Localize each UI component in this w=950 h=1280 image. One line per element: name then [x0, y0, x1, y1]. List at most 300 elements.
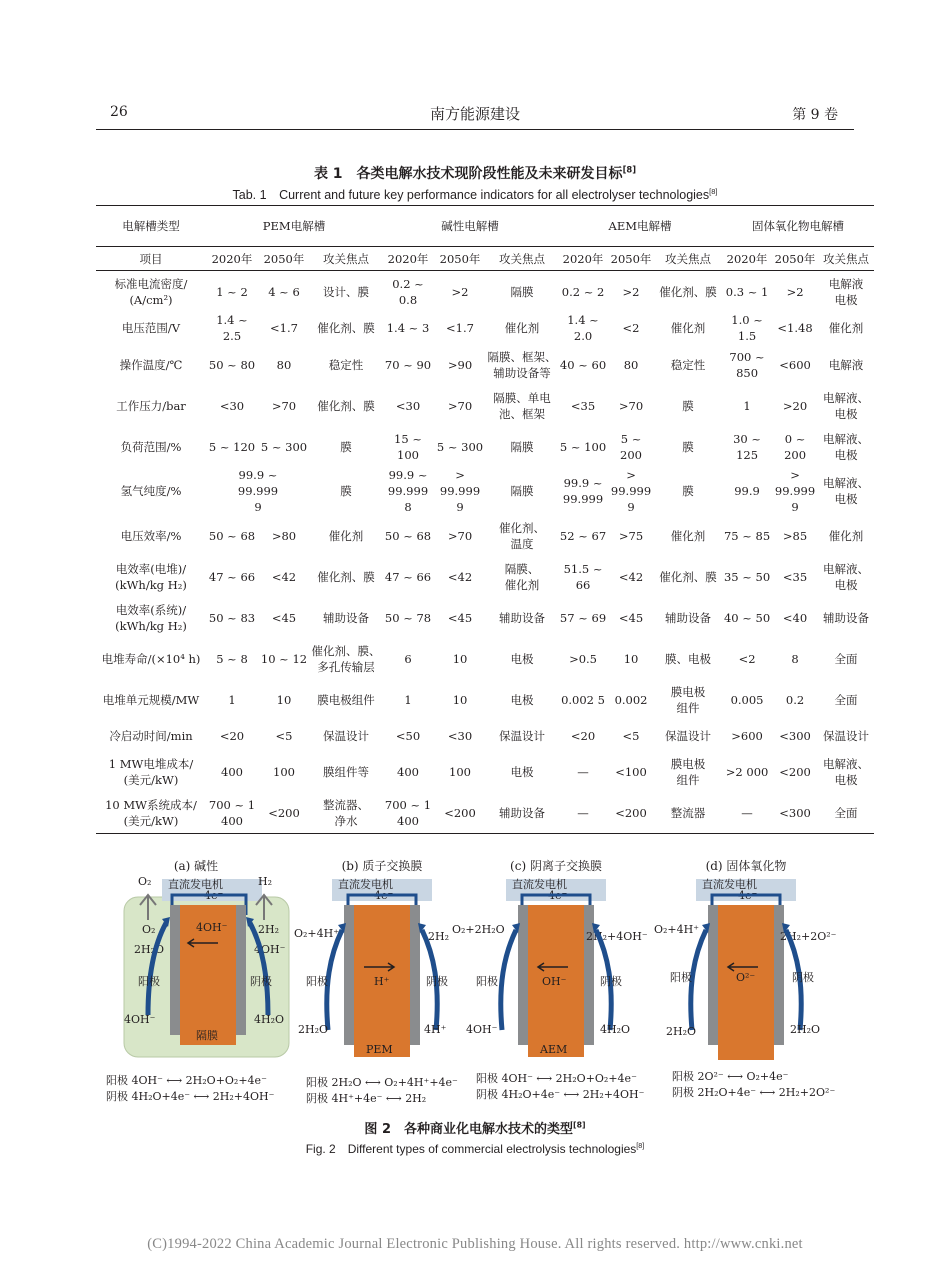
- table-title-cn-text: 表 1 各类电解水技术现阶段性能及未来研发目标: [313, 166, 623, 182]
- table-cell: 75 ~ 85: [723, 528, 771, 543]
- table-cell: 50 ~ 78: [384, 610, 432, 625]
- performance-table: [96, 205, 870, 834]
- table-cell: 700 ~ 1 400: [208, 797, 256, 828]
- panel-diagram: [656, 855, 836, 1070]
- table-cell: <20: [570, 728, 596, 743]
- row-label: 电效率(电堆)/ (kWh/kg H₂): [115, 561, 187, 592]
- sub-header-cell: 2050年: [772, 247, 818, 271]
- table-cell: >2 000: [725, 764, 769, 779]
- table-row: [96, 426, 874, 467]
- table-cell: >70: [618, 398, 644, 413]
- table-cell: 电解液、 电极: [823, 476, 870, 506]
- table-cell: 膜: [682, 398, 694, 413]
- table-cell: 15 ~ 100: [394, 431, 422, 462]
- anode-flow-arrow: [501, 930, 516, 1030]
- cathode-label: 阴极: [250, 975, 272, 988]
- sub-header-cell: 项目: [96, 247, 206, 271]
- table-cell: 51.5 ~ 66: [563, 561, 603, 592]
- table-cell: 膜: [340, 439, 352, 454]
- table-cell: 1: [743, 398, 751, 413]
- table-cell: 电极: [510, 692, 534, 707]
- table-cell: 辅助设备: [823, 610, 870, 625]
- table-body: [96, 271, 874, 834]
- table-cell: 5 ~ 300: [260, 439, 308, 454]
- cathode-label: 阴极: [426, 975, 448, 988]
- right-mid2: 4OH⁻: [254, 943, 286, 956]
- row-label: 冷启动时间/min: [109, 728, 193, 743]
- group-soec: 固体氧化物电解槽: [752, 219, 845, 233]
- table-cell: 催化剂: [504, 321, 540, 335]
- table-cell: >2: [786, 284, 804, 299]
- table-row: [96, 597, 874, 638]
- left-top: O₂: [138, 875, 152, 888]
- group-alkaline: 碱性电解槽: [441, 219, 499, 233]
- figure-title-en-text: Fig. 2 Different types of commercial electrolysis technologies: [305, 1142, 637, 1156]
- table-cell: 电解液 电极: [828, 276, 864, 307]
- table-cell: 辅助设备: [499, 610, 546, 625]
- table-cell: <35: [570, 398, 596, 413]
- table-cell: >2: [451, 284, 469, 299]
- table-cell: —: [577, 805, 589, 820]
- anode-label: 阳极: [306, 975, 328, 988]
- table-cell: 5 ~ 300: [436, 439, 484, 454]
- table-cell: 电解液、 电极: [823, 756, 870, 787]
- table-cell: 1: [404, 692, 412, 707]
- row-label: 操作温度/℃: [119, 357, 183, 372]
- electron-label: 4e⁻: [204, 889, 224, 902]
- table-cell: <2: [622, 321, 640, 335]
- sub-header-cell: 2020年: [722, 247, 772, 271]
- table-cell: 10: [452, 651, 468, 666]
- table-cell: 催化剂、膜: [659, 569, 717, 584]
- table-cell: 10: [452, 692, 468, 707]
- table-cell: 整流器、 净水: [323, 797, 369, 828]
- anode: [708, 905, 718, 1045]
- table-cell: 膜: [682, 484, 694, 498]
- row-label: 电压效率/%: [120, 528, 182, 543]
- table-cell: >80: [271, 528, 297, 543]
- panel-diagram: [118, 855, 298, 1070]
- table-cell: 10: [276, 692, 292, 707]
- panel-alkaline: [106, 855, 298, 1105]
- row-label: 电压范围/V: [121, 321, 181, 335]
- table-row: [96, 385, 874, 426]
- ion-label: H⁺: [374, 975, 390, 988]
- table-cell: 0.002 5: [561, 692, 605, 707]
- table-cell: 设计、膜: [323, 284, 369, 299]
- table-cell: <42: [618, 569, 644, 584]
- panel-diagram: [292, 855, 472, 1070]
- table-cell: 35 ~ 50: [723, 569, 771, 584]
- table-cell: 52 ~ 67: [559, 528, 607, 543]
- electron-label: 4e⁻: [738, 889, 758, 902]
- table-cell: 电解液、 电极: [823, 431, 870, 462]
- dc-label: 直流发电机: [702, 878, 757, 891]
- table-cell: 10: [623, 651, 639, 666]
- table-cell: 保温设计: [665, 728, 712, 743]
- cathode: [584, 905, 594, 1045]
- left-mid: O₂+2H₂O: [452, 923, 505, 936]
- table-cell: >20: [782, 398, 808, 413]
- table-cell: 0.2: [785, 692, 805, 707]
- table-cell: 稳定性: [670, 357, 706, 372]
- table-cell: 50 ~ 80: [208, 357, 256, 372]
- sub-header-cell: 攻关焦点: [818, 247, 874, 271]
- panel-label: (c) 阴离子交换膜: [510, 859, 602, 873]
- table-row: [96, 679, 874, 720]
- table-cell: >70: [447, 528, 473, 543]
- table-cell: 保温设计: [499, 728, 546, 743]
- table-type-label: 电解槽类型: [122, 219, 180, 233]
- figure-title-en: [0, 1140, 950, 1157]
- membrane-label: PEM: [366, 1043, 393, 1056]
- table-cell: <200: [268, 805, 300, 820]
- table-cell: >70: [271, 398, 297, 413]
- table-cell: 100: [449, 764, 471, 779]
- row-label: 10 MW系统成本/ (美元/kW): [105, 797, 197, 828]
- right-bottom: 4H⁺: [424, 1023, 447, 1036]
- table-cell: 整流器: [670, 805, 706, 820]
- table-cell: <100: [615, 764, 647, 779]
- table-cell: 400: [221, 764, 243, 779]
- table-cell: 稳定性: [328, 357, 364, 372]
- sub-header-cell: 2020年: [206, 247, 258, 271]
- table-cell: 催化剂: [670, 528, 706, 543]
- row-label: 电堆单元规模/MW: [102, 692, 200, 707]
- row-label: 电堆寿命/(×10⁴ h): [101, 651, 201, 666]
- right-mid: 2H₂: [258, 923, 280, 936]
- table-cell: 99.9 ~ 99.999 8: [387, 468, 429, 514]
- table-cell: > 99.999 9: [774, 468, 816, 514]
- figure-ref: [8]: [573, 1120, 586, 1130]
- table-cell: <42: [271, 569, 297, 584]
- left-bottom: 4OH⁻: [466, 1023, 498, 1036]
- table-cell: 8: [791, 651, 799, 666]
- right-bottom: 2H₂O: [790, 1023, 821, 1036]
- table-cell: 99.9 ~ 99.999: [562, 476, 604, 506]
- table-cell: 0 ~ 200: [784, 431, 807, 462]
- table-cell: > 99.999 9: [439, 468, 481, 514]
- left-bottom: 2H₂O: [666, 1025, 697, 1038]
- anode-label: 阳极: [476, 975, 498, 988]
- table-cell: <5: [275, 728, 293, 743]
- dc-label: 直流发电机: [168, 878, 223, 891]
- table-row: [96, 312, 874, 344]
- sub-header-cell: 2020年: [382, 247, 434, 271]
- figure-title-cn-text: 图 2 各种商业化电解水技术的类型: [364, 1122, 573, 1137]
- table-row: [96, 467, 874, 515]
- table-cell: 催化剂: [828, 528, 864, 543]
- left-bottom: 4OH⁻: [124, 1013, 156, 1026]
- panel-aem: [452, 855, 648, 1105]
- row-label: 1 MW电堆成本/ (美元/kW): [108, 756, 194, 787]
- cathode-equation: 阴极 4H₂O+4e⁻ ⟷ 2H₂+4OH⁻: [476, 1088, 645, 1101]
- table-cell: 催化剂、膜: [317, 321, 375, 335]
- table-group-header: [96, 206, 874, 247]
- table-cell: 膜组件等: [323, 764, 369, 779]
- panel-label: (a) 碱性: [173, 859, 219, 873]
- table-cell: 47 ~ 66: [384, 569, 432, 584]
- table-cell: 0.2 ~ 0.8: [392, 276, 424, 307]
- anode-label: 阳极: [670, 971, 692, 984]
- table-cell: 47 ~ 66: [208, 569, 256, 584]
- table-cell: 99.9: [734, 484, 760, 498]
- table-cell: 5 ~ 8: [216, 651, 248, 666]
- header-rule: [96, 129, 854, 130]
- table-cell: 99.9 ~ 99.999 9: [237, 468, 279, 514]
- table-row: [96, 751, 874, 792]
- table-cell: 电解液、 电极: [823, 561, 870, 592]
- row-label: 标准电流密度/ (A/cm²): [114, 276, 188, 307]
- ion-label: OH⁻: [542, 975, 567, 988]
- table-cell: 催化剂、膜、 多孔传输层: [311, 643, 381, 674]
- table-cell: <30: [447, 728, 473, 743]
- table-cell: 5 ~ 120: [208, 439, 256, 454]
- right-mid: 2H₂: [428, 930, 450, 943]
- cathode-label: 阴极: [792, 971, 814, 984]
- table-cell: 0.002: [614, 692, 648, 707]
- table-cell: 隔膜: [510, 284, 534, 299]
- sub-header-cell: 攻关焦点: [654, 247, 722, 271]
- table-cell: 700 ~ 1 400: [384, 797, 432, 828]
- left-mid2: 2H₂O: [134, 943, 165, 956]
- table-cell: 辅助设备: [499, 805, 546, 820]
- sub-header-cell: 2050年: [434, 247, 486, 271]
- table-title-en-text: Tab. 1 Current and future key performance indicators for all electrolyser technologies: [232, 188, 710, 202]
- table-cell: <300: [779, 805, 811, 820]
- panel-diagram: [452, 855, 648, 1070]
- table-cell: 50 ~ 83: [208, 610, 256, 625]
- table-cell: <600: [779, 357, 811, 372]
- panel-solid-oxide: [656, 855, 836, 1105]
- right-bottom: 4H₂O: [254, 1013, 285, 1026]
- table-cell: 催化剂: [328, 528, 364, 543]
- right-mid: 2H₂+4OH⁻: [586, 930, 648, 943]
- left-mid: O₂: [142, 923, 156, 936]
- table-cell: <300: [779, 728, 811, 743]
- table-cell: 全面: [834, 692, 858, 707]
- membrane-label: AEM: [540, 1043, 568, 1056]
- table-cell: 1: [228, 692, 236, 707]
- table-cell: 全面: [834, 805, 858, 820]
- table-cell: 隔膜、框架、 辅助设备等: [487, 349, 557, 380]
- cathode-equation: 阴极 4H₂O+4e⁻ ⟷ 2H₂+4OH⁻: [106, 1090, 275, 1103]
- table-cell: <45: [447, 610, 473, 625]
- table-cell: <30: [219, 398, 245, 413]
- table-cell: 保温设计: [823, 728, 870, 743]
- table-cell: <2: [738, 651, 756, 666]
- table-cell: 1.4 ~ 2.5: [216, 313, 248, 343]
- table-cell: 80: [276, 357, 292, 372]
- dc-label: 直流发电机: [338, 878, 393, 891]
- anode-equation: 阳极 4OH⁻ ⟷ 2H₂O+O₂+4e⁻: [106, 1074, 267, 1087]
- row-label: 氢气纯度/%: [120, 484, 182, 498]
- table-cell: >90: [447, 357, 473, 372]
- table-cell: 膜、电极: [665, 651, 712, 666]
- table-cell: 10 ~ 12: [260, 651, 308, 666]
- table-cell: 70 ~ 90: [384, 357, 432, 372]
- sub-header-cell: 2050年: [608, 247, 654, 271]
- anode: [518, 905, 528, 1045]
- electron-label: 4e⁻: [548, 889, 568, 902]
- table-cell: 80: [623, 357, 639, 372]
- table-title-cn: [0, 163, 950, 183]
- cathode-equation: 阴极 4H⁺+4e⁻ ⟷ 2H₂: [306, 1092, 427, 1105]
- table-cell: 50 ~ 68: [208, 528, 256, 543]
- anode-equation: 阳极 4OH⁻ ⟷ 2H₂O+O₂+4e⁻: [476, 1072, 637, 1085]
- table-cell: >70: [447, 398, 473, 413]
- table-row: [96, 271, 874, 313]
- table-cell: —: [741, 805, 753, 820]
- table-cell: 隔膜: [510, 484, 534, 498]
- table-cell: 100: [273, 764, 295, 779]
- anode-label: 阳极: [138, 975, 160, 988]
- row-label: 负荷范围/%: [120, 439, 182, 454]
- table-cell: 5 ~ 100: [559, 439, 607, 454]
- table-cell: 催化剂: [828, 321, 864, 335]
- anode-equation: 阳极 2H₂O ⟷ O₂+4H⁺+4e⁻: [306, 1076, 458, 1089]
- table-row: [96, 638, 874, 679]
- membrane-label: 隔膜: [196, 1029, 218, 1042]
- electron-label: 4e⁻: [374, 889, 394, 902]
- table-cell: >75: [618, 528, 644, 543]
- table-cell: 57 ~ 69: [559, 610, 607, 625]
- table-cell: 膜电极 组件: [670, 684, 706, 715]
- dc-label: 直流发电机: [512, 878, 567, 891]
- electrolysis-figure: [96, 855, 854, 1105]
- table-cell: 1.4 ~ 3: [386, 321, 430, 335]
- table-cell: <200: [444, 805, 476, 820]
- table-cell: 30 ~ 125: [733, 431, 762, 462]
- row-label: 电效率(系统)/ (kWh/kg H₂): [115, 602, 187, 633]
- table-cell: 1.0 ~ 1.5: [731, 313, 763, 343]
- table-ref: [8]: [622, 164, 637, 175]
- page-number: 26: [110, 104, 128, 120]
- table-cell: 0.3 ~ 1: [725, 284, 769, 299]
- figure-title-cn: [0, 1118, 950, 1137]
- volume-label: 第 9 卷: [792, 107, 838, 123]
- table-cell: <45: [618, 610, 644, 625]
- table-cell: <1.7: [270, 321, 298, 335]
- table-cell: 隔膜: [510, 439, 534, 454]
- table-cell: 1.4 ~ 2.0: [567, 313, 599, 343]
- table-cell: 隔膜、 催化剂: [504, 561, 540, 592]
- anode-flow-arrow: [691, 930, 706, 1030]
- table-cell: <45: [271, 610, 297, 625]
- table-row: [96, 720, 874, 751]
- table-cell: <42: [447, 569, 473, 584]
- row-label: 工作压力/bar: [116, 398, 186, 413]
- table-cell: 催化剂、 温度: [499, 520, 546, 551]
- table-cell: 催化剂、膜: [659, 284, 717, 299]
- anode: [170, 905, 180, 1035]
- table-cell: 电极: [510, 651, 534, 666]
- ion-label: 4OH⁻: [196, 921, 228, 934]
- table-cell: 保温设计: [323, 728, 369, 743]
- group-aem: AEM电解槽: [608, 219, 672, 233]
- table-cell: 电解液: [828, 357, 864, 372]
- table-cell: 全面: [834, 651, 858, 666]
- table-cell: 40 ~ 60: [559, 357, 607, 372]
- table-cell: 0.005: [730, 692, 764, 707]
- table-cell: >600: [731, 728, 763, 743]
- table-cell: 催化剂、膜: [317, 569, 375, 584]
- table-cell: 4 ~ 6: [268, 284, 300, 299]
- table-cell: <50: [395, 728, 421, 743]
- table-cell: <1.7: [446, 321, 474, 335]
- left-mid: O₂+4H⁺: [654, 923, 700, 936]
- copyright-footer: (C)1994-2022 China Academic Journal Electronic Publishing House. All rights reserved. http://www.cnki.net: [147, 1236, 803, 1252]
- table-cell: 40 ~ 50: [723, 610, 771, 625]
- cathode: [410, 905, 420, 1045]
- ion-label: O²⁻: [736, 971, 756, 984]
- journal-title: 南方能源建设: [429, 105, 520, 123]
- table-cell: <200: [779, 764, 811, 779]
- cathode: [236, 905, 246, 1035]
- table-cell: >85: [782, 528, 808, 543]
- table-cell: 膜: [682, 439, 694, 454]
- panel-label: (b) 质子交换膜: [341, 859, 423, 873]
- table-cell: <40: [782, 610, 808, 625]
- table-ref-en: [8]: [709, 186, 718, 196]
- table-cell: —: [577, 764, 589, 779]
- right-top: H₂: [258, 875, 273, 888]
- table-cell: 50 ~ 68: [384, 528, 432, 543]
- figure-ref-en: [8]: [636, 1141, 645, 1150]
- table-cell: 1 ~ 2: [216, 284, 248, 299]
- table-row: [96, 344, 874, 385]
- left-mid: O₂+4H⁺: [294, 927, 340, 940]
- table-cell: <200: [615, 805, 647, 820]
- left-bottom: 2H₂O: [298, 1023, 329, 1036]
- table-cell: 辅助设备: [323, 610, 369, 625]
- table-cell: >0.5: [569, 651, 597, 666]
- cathode-equation: 阴极 2H₂O+4e⁻ ⟷ 2H₂+2O²⁻: [672, 1086, 836, 1099]
- sub-header-cell: 2050年: [258, 247, 310, 271]
- table-cell: 电极: [510, 764, 534, 779]
- table-cell: <1.48: [777, 321, 813, 335]
- table-cell: 催化剂: [670, 321, 706, 335]
- table-cell: <30: [395, 398, 421, 413]
- panel-pem: [292, 855, 472, 1105]
- table-title-en: [0, 185, 950, 203]
- table-cell: 辅助设备: [665, 610, 712, 625]
- anode-flow-arrow: [327, 930, 342, 1030]
- table-cell: 5 ~ 200: [620, 431, 642, 462]
- sub-header-cell: 2020年: [558, 247, 608, 271]
- table-cell: <20: [219, 728, 245, 743]
- panel-label: (d) 固体氧化物: [705, 859, 787, 873]
- table-cell: >2: [622, 284, 640, 299]
- table-cell: 电解液、 电极: [823, 390, 870, 421]
- right-mid: 2H₂+2O²⁻: [780, 930, 837, 943]
- table-cell: 6: [404, 651, 412, 666]
- table-cell: 0.2 ~ 2: [561, 284, 605, 299]
- cathode-label: 阴极: [600, 975, 622, 988]
- table-cell: 膜电极组件: [317, 692, 375, 707]
- table-cell: 700 ~ 850: [729, 349, 765, 380]
- anode: [344, 905, 354, 1045]
- table-cell: 膜电极 组件: [670, 756, 706, 787]
- cathode: [774, 905, 784, 1045]
- table-sub-header: [96, 247, 874, 271]
- group-pem: PEM电解槽: [262, 219, 326, 233]
- table-cell: 催化剂、膜: [317, 398, 375, 413]
- table-cell: 膜: [340, 484, 352, 498]
- table-cell: <35: [782, 569, 808, 584]
- table-cell: 隔膜、单电 池、框架: [493, 390, 551, 421]
- right-bottom: 4H₂O: [600, 1023, 631, 1036]
